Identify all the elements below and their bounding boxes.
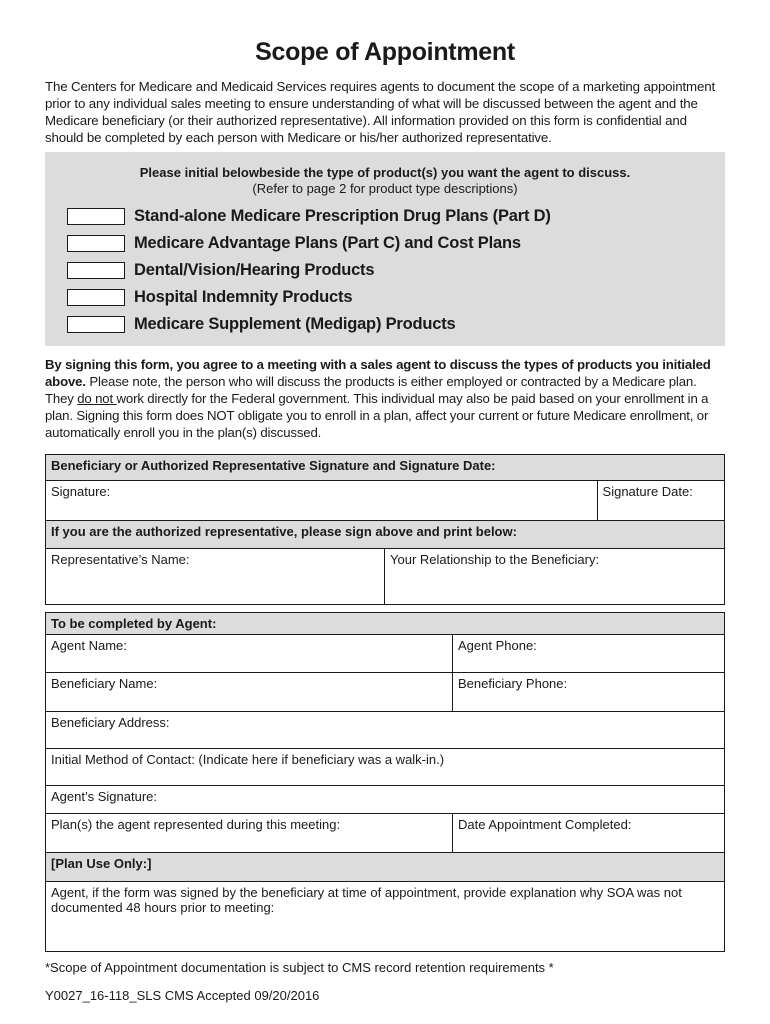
initial-box-medigap[interactable] bbox=[67, 316, 125, 333]
agreement-text-2: work directly for the Federal government. This individual may also be paid based on your enrollment in a plan. Signing this form does NOT obligate you to enroll in a plan, affect your current or future Medicare enrollment, or automatically enroll you in the plan(s) discussed. bbox=[45, 391, 709, 440]
form-id: Y0027_16-118_SLS CMS Accepted 09/20/2016 bbox=[45, 988, 320, 1003]
beneficiary-name-field[interactable]: Beneficiary Name: bbox=[46, 673, 453, 712]
soa-form bbox=[45, 0, 725, 1003]
signature-field[interactable]: Signature: bbox=[46, 481, 598, 521]
rep-section-header: If you are the authorized representative, please sign above and print below: bbox=[46, 521, 725, 549]
explanation-field[interactable]: Agent, if the form was signed by the beneficiary at time of appointment, provide explanation why SOA was not documented 48 hours prior to meeting: bbox=[46, 882, 725, 952]
beneficiary-phone-field[interactable]: Beneficiary Phone: bbox=[453, 673, 725, 712]
signature-date-field[interactable]: Signature Date: bbox=[597, 481, 724, 521]
product-row-part-c bbox=[67, 233, 521, 253]
rep-name-field[interactable]: Representative’s Name: bbox=[46, 549, 385, 605]
product-refer-note: (Refer to page 2 for product type descriptions) bbox=[252, 181, 518, 196]
agent-section-header: To be completed by Agent: bbox=[46, 613, 725, 635]
agreement-paragraph bbox=[45, 356, 725, 441]
date-completed-field[interactable]: Date Appointment Completed: bbox=[453, 814, 725, 853]
page-title: Scope of Appointment bbox=[255, 38, 515, 66]
initial-box-part-c[interactable] bbox=[67, 235, 125, 252]
product-row-medigap bbox=[67, 314, 456, 334]
product-label: Stand-alone Medicare Prescription Drug Plans (Part D) bbox=[134, 206, 551, 225]
agreement-underline: do not bbox=[77, 391, 117, 406]
product-label: Dental/Vision/Hearing Products bbox=[134, 260, 375, 279]
beneficiary-section-header: Beneficiary or Authorized Representative Signature and Signature Date: bbox=[46, 455, 725, 481]
plans-represented-field[interactable]: Plan(s) the agent represented during this meeting: bbox=[46, 814, 453, 853]
beneficiary-address-field[interactable]: Beneficiary Address: bbox=[46, 712, 725, 749]
product-label: Medicare Advantage Plans (Part C) and Cost Plans bbox=[134, 233, 521, 252]
beneficiary-signature-table bbox=[45, 454, 725, 605]
plan-use-header: [Plan Use Only:] bbox=[46, 853, 725, 882]
retention-footnote: *Scope of Appointment documentation is subject to CMS record retention requirements * bbox=[45, 960, 554, 975]
agent-table bbox=[45, 612, 725, 952]
initial-box-hospital[interactable] bbox=[67, 289, 125, 306]
product-selection-panel bbox=[45, 152, 725, 346]
agreement-text-1: Please note, the person who will discuss the products is either employed or contracted by a Medicare plan. They bbox=[45, 374, 697, 406]
intro-paragraph: The Centers for Medicare and Medicaid Services requires agents to document the scope of a marketing appointment prior to any individual sales meeting to ensure understanding of what will be discussed between the agent and the Medicare beneficiary (or their authorized representative). All information provided on this form is confidential and should be completed by each person with Medicare or his/her authorized representative. bbox=[45, 79, 715, 145]
contact-method-field[interactable]: Initial Method of Contact: (Indicate here if beneficiary was a walk-in.) bbox=[46, 749, 725, 786]
initial-box-part-d[interactable] bbox=[67, 208, 125, 225]
product-instruction: Please initial belowbeside the type of product(s) you want the agent to discuss. bbox=[139, 165, 631, 180]
product-row-hospital bbox=[67, 287, 352, 307]
agent-signature-field[interactable]: Agent’s Signature: bbox=[46, 786, 725, 814]
agent-name-field[interactable]: Agent Name: bbox=[46, 635, 453, 673]
initial-box-dental[interactable] bbox=[67, 262, 125, 279]
product-label: Hospital Indemnity Products bbox=[134, 287, 353, 306]
product-label: Medicare Supplement (Medigap) Products bbox=[134, 314, 456, 333]
relationship-field[interactable]: Your Relationship to the Beneficiary: bbox=[385, 549, 725, 605]
agent-phone-field[interactable]: Agent Phone: bbox=[453, 635, 725, 673]
product-row-dental bbox=[67, 260, 374, 280]
agreement-bold: By signing this form, you agree to a meeting with a sales agent to discuss the types of products you initialed above. bbox=[45, 357, 711, 389]
product-row-part-d bbox=[67, 206, 551, 226]
